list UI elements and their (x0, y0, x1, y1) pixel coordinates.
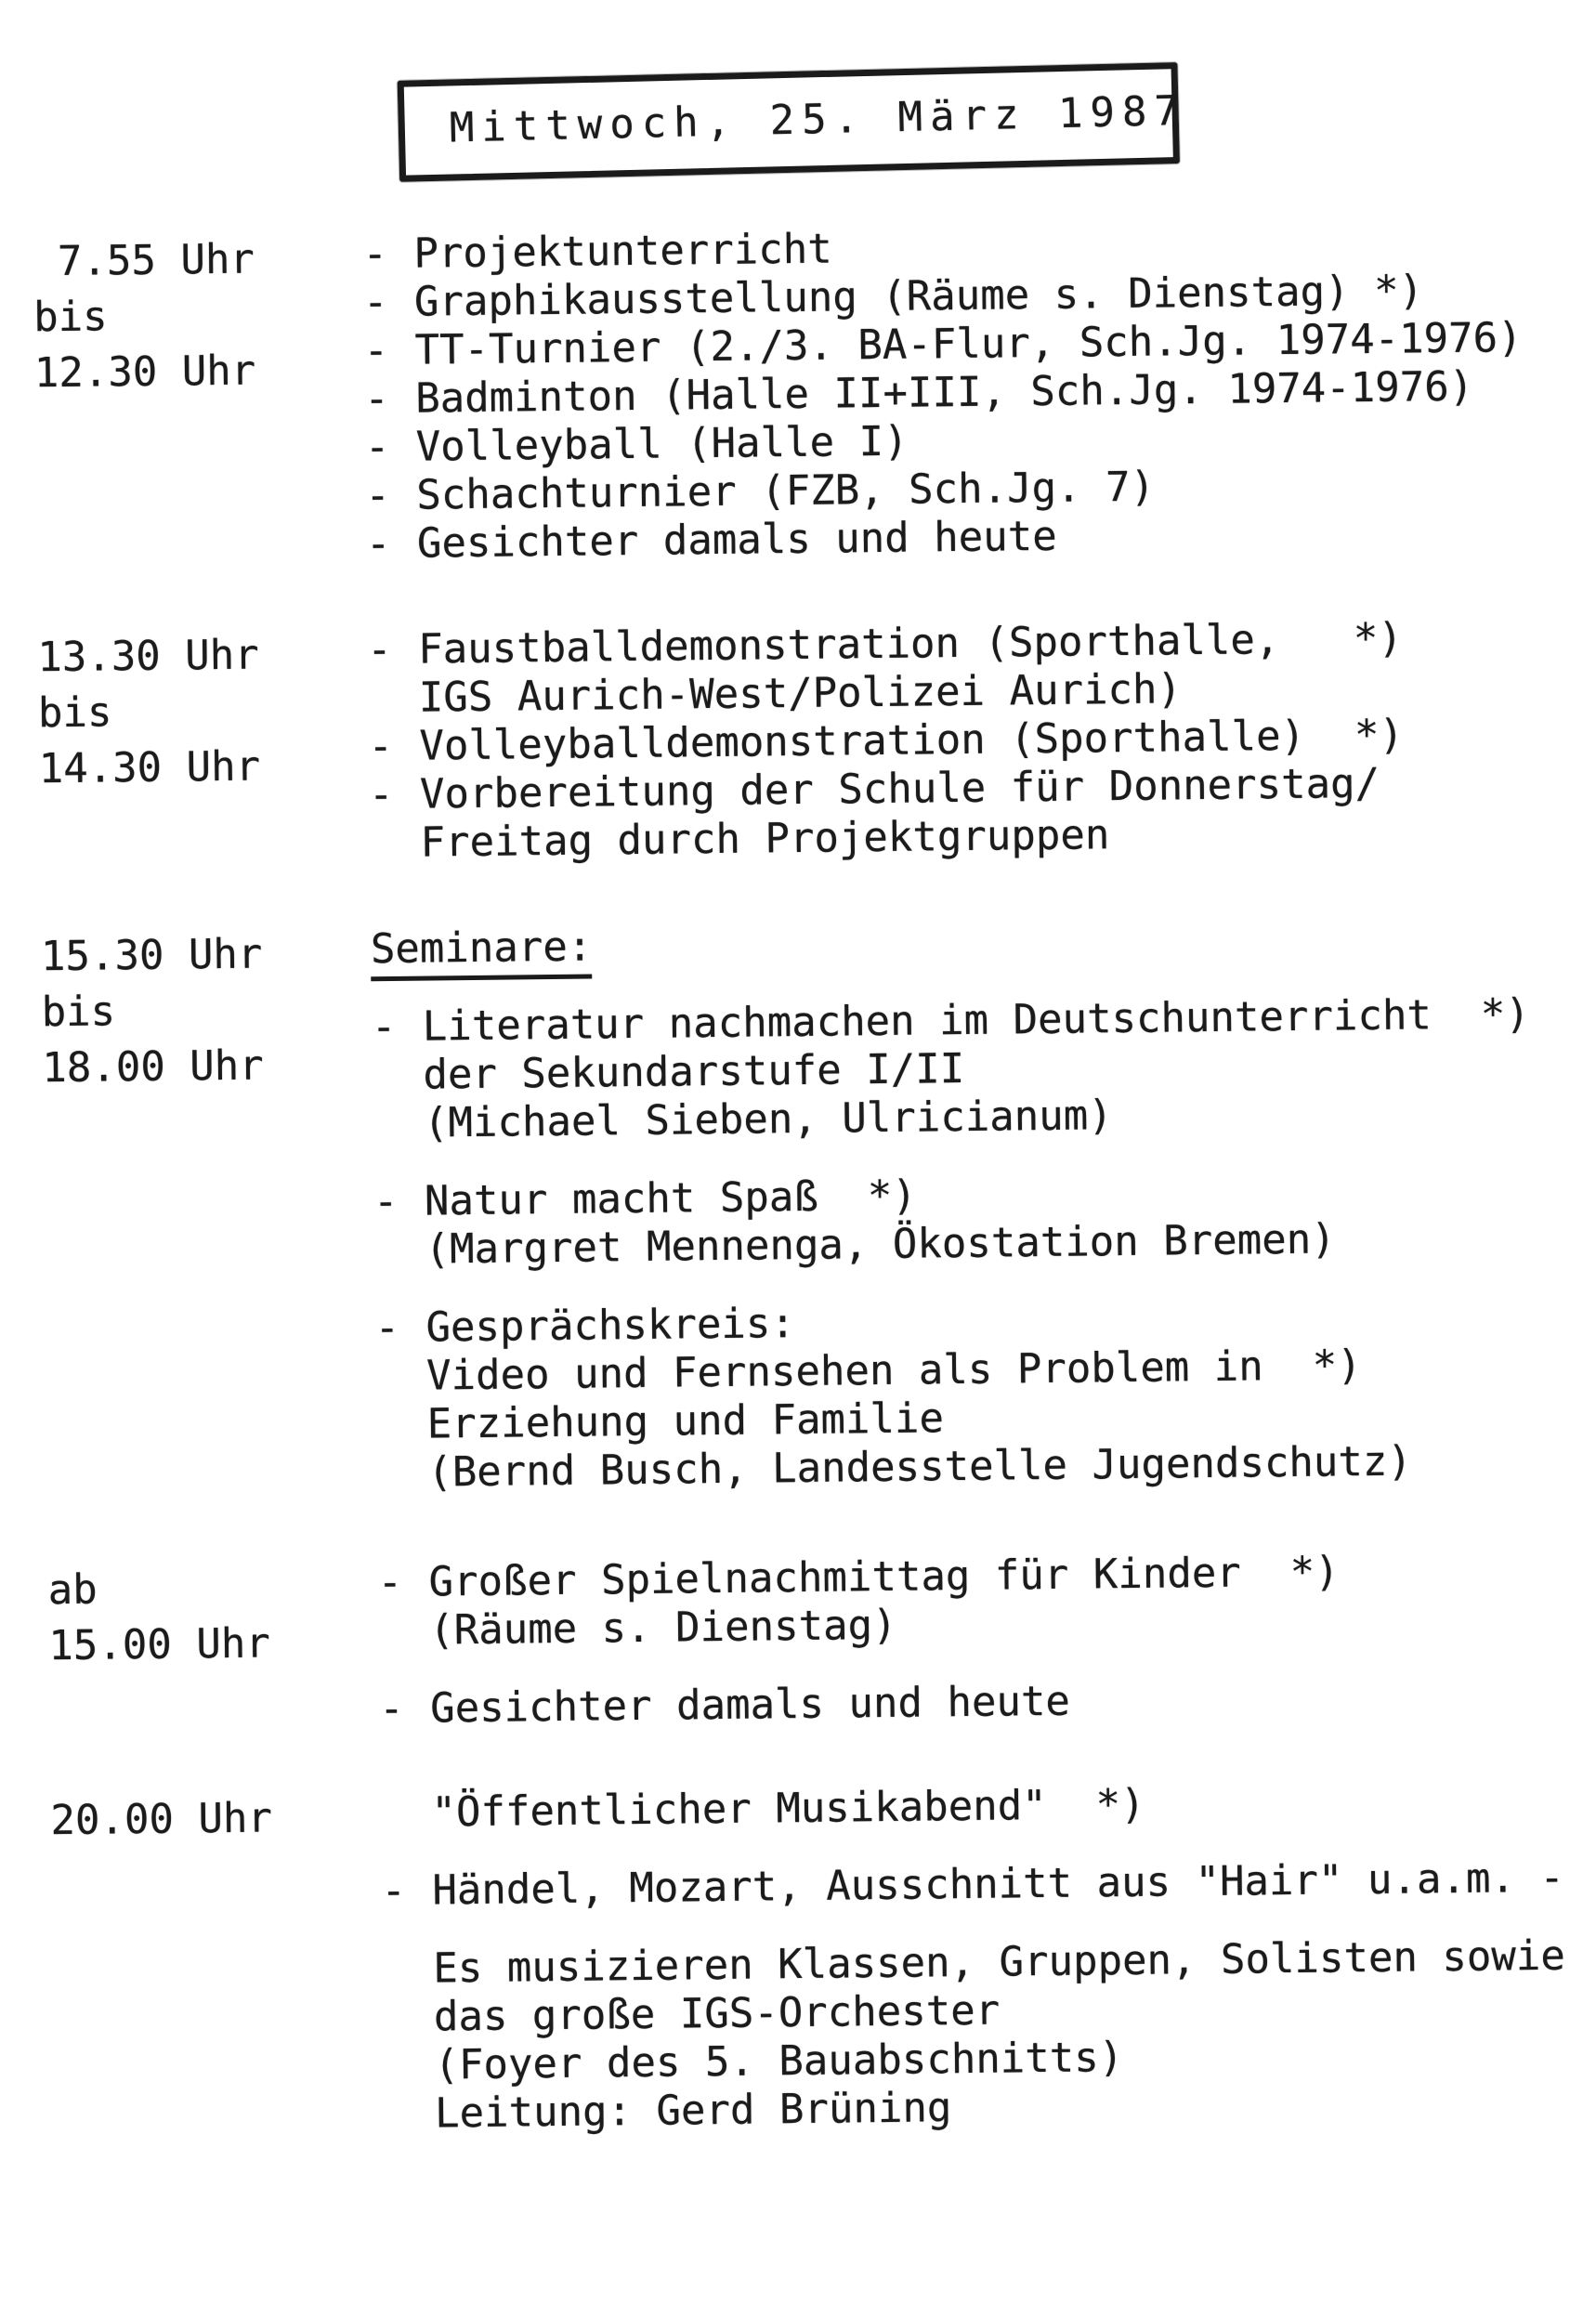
schedule-entry (379, 1672, 1576, 1735)
schedule-block (50, 1776, 1580, 2143)
schedule-entry (377, 1546, 1575, 1656)
entry-line: der Sekundarstufe I/II (423, 1044, 965, 1099)
entry-line: Erziehung und Familie (426, 1394, 945, 1448)
schedule-block (37, 613, 1566, 872)
entry-marker (382, 1945, 433, 1946)
time-label: ab (47, 1565, 98, 1615)
entry-lines (428, 1546, 1575, 1656)
entry-lines (418, 613, 1564, 723)
entry-line: Gesprächskreis: (425, 1300, 796, 1352)
schedule-entry (369, 758, 1566, 869)
entry-line: (Margret Mennenga, Ökostation Bremen) (425, 1215, 1336, 1274)
schedule-entry (382, 1932, 1580, 2140)
entry-marker (380, 1789, 431, 1790)
entry-lines (430, 1672, 1576, 1734)
entry-lines (425, 1165, 1571, 1275)
entry-lines (425, 1291, 1573, 1498)
schedule-block (47, 1546, 1576, 1738)
entry-line: Gesichter damals und heute (429, 1677, 1071, 1733)
schedule-entry (381, 1854, 1578, 1917)
entry-line: "Öffentlicher Musikabend" *) (431, 1780, 1145, 1837)
entry-lines (433, 1932, 1580, 2139)
schedule (33, 217, 1580, 2143)
content-column (380, 1776, 1580, 2140)
entry-line: Es musizieren Klassen, Gruppen, Solisten sowie (433, 1931, 1566, 1993)
entry-line: Literatur nachmachen im Deutschunterricht *) (422, 990, 1531, 1051)
entry-marker: - (363, 326, 389, 375)
entry-marker: - (371, 1002, 397, 1052)
time-column (47, 1559, 378, 1674)
entry-line: Video und Fernsehen als Problem in *) (425, 1342, 1362, 1400)
entry-line: (Bernd Busch, Landesstelle Jugendschutz) (427, 1437, 1413, 1497)
entry-line: Graphikausstellung (Räume s. Dienstag) *) (413, 267, 1424, 326)
entry-marker: - (362, 278, 388, 327)
time-label: bis (41, 988, 116, 1037)
date-title-box (398, 62, 1187, 182)
entry-line: Leitung: Gerd Brüning (434, 2084, 952, 2138)
section-heading (371, 912, 1568, 982)
schedule-entry (373, 1165, 1571, 1276)
entry-marker: - (362, 229, 388, 279)
entry-lines (431, 1776, 1577, 1838)
entry-line: Projektunterricht (413, 225, 833, 278)
time-label: 15.00 Uhr (48, 1619, 271, 1670)
entry-line: Natur macht Spaß *) (424, 1172, 918, 1225)
schedule-block (33, 217, 1563, 573)
schedule-block (41, 912, 1574, 1502)
entry-line: (Räume s. Dienstag) (428, 1601, 897, 1655)
entry-line: Volleyball (Halle I) (415, 417, 909, 471)
entry-marker: - (366, 625, 393, 674)
entry-line: Volleyballdemonstration (Sporthalle) *) (419, 711, 1405, 770)
entry-line: Gesichter damals und heute (416, 512, 1057, 568)
schedule-entry (372, 990, 1570, 1149)
entry-line: Freitag durch Projektgruppen (420, 811, 1110, 867)
entry-marker: - (368, 722, 394, 771)
time-column (41, 925, 373, 1096)
content-column (371, 912, 1574, 1499)
entry-line: (Foyer des 5. Bauabschnitts) (434, 2034, 1124, 2089)
content-column (377, 1546, 1576, 1735)
time-column (33, 230, 364, 401)
section-heading-text: Seminare: (371, 923, 593, 982)
entry-line: Faustballdemonstration (Sporthalle, *) (417, 614, 1404, 674)
schedule-entry (367, 613, 1564, 724)
entry-marker: - (374, 1303, 400, 1353)
entry-marker: - (381, 1866, 407, 1916)
entry-marker: - (364, 423, 390, 472)
entry-lines (423, 990, 1570, 1148)
time-label: 13.30 Uhr (37, 631, 260, 682)
content-column (362, 217, 1563, 569)
time-label: 15.30 Uhr (40, 930, 263, 981)
entry-marker: - (378, 1684, 404, 1734)
time-column (50, 1789, 381, 1849)
entry-line: Großer Spielnachmittag für Kinder *) (428, 1548, 1341, 1606)
entry-line: Vorbereitung der Schule für Donnerstag/ (419, 759, 1380, 818)
entry-lines (432, 1854, 1578, 1916)
schedule-entry (380, 1776, 1577, 1839)
entry-marker: - (365, 471, 391, 520)
time-column (37, 626, 369, 797)
entry-line: TT-Turnier (2./3. BA-Flur, Sch.Jg. 1974-1976) (414, 314, 1523, 374)
time-label: 18.00 Uhr (42, 1041, 265, 1093)
content-column (367, 613, 1566, 869)
entry-marker: - (365, 519, 391, 569)
entry-line: (Michael Sieben, Ulricianum) (423, 1092, 1114, 1147)
entry-line: Händel, Mozart, Ausschnitt aus "Hair" u.a.m. - (432, 1853, 1565, 1915)
entry-line: das große IGS-Orchester (433, 1986, 1001, 2041)
entry-line: IGS Aurich-West/Polizei Aurich) (418, 665, 1183, 722)
entry-marker: - (363, 374, 389, 424)
entry-marker: - (368, 770, 394, 819)
time-label: 14.30 Uhr (38, 742, 261, 793)
date-title: Mittwoch, 25. März 1987 (449, 86, 1187, 152)
time-label: bis (33, 293, 108, 342)
entry-line: Badminton (Halle II+III, Sch.Jg. 1974-1976) (414, 362, 1474, 423)
time-label: bis (37, 688, 112, 738)
entry-marker: - (377, 1558, 403, 1607)
time-label: 20.00 Uhr (50, 1794, 273, 1845)
entry-line: Schachturnier (FZB, Sch.Jg. 7) (416, 463, 1156, 519)
entry-marker: - (373, 1177, 399, 1226)
time-label: 12.30 Uhr (33, 347, 256, 398)
entry-lines (420, 758, 1566, 868)
time-label: 7.55 Uhr (33, 235, 255, 286)
schedule-entry (374, 1291, 1573, 1499)
